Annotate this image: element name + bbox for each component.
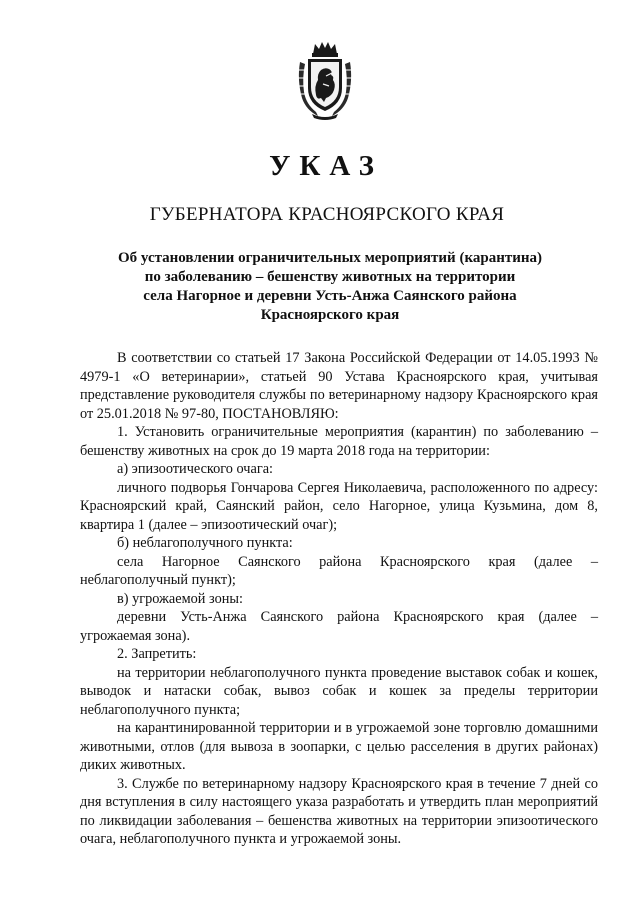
issuing-authority: ГУБЕРНАТОРА КРАСНОЯРСКОГО КРАЯ	[149, 204, 505, 225]
document-type-title: УКАЗ	[269, 150, 383, 182]
document-body	[80, 349, 598, 849]
subject-line: Об установлении ограничительных мероприятий (карантина)	[117, 250, 542, 266]
subclause-c-text: деревни Усть-Анжа Саянского района Красноярского края (далее – угрожаемая зона).	[80, 609, 598, 644]
clause-2-heading: 2. Запретить:	[117, 646, 197, 662]
subclause-a-text: личного подворья Гончарова Сергея Николаевича, расположенного по адресу: Красноярский край, Саянский район, село Нагорное, улица Кузьмина, дом 8, квартира 1 (далее – эпизоотический очаг);	[80, 479, 598, 533]
subclause-c-heading: в) угрожаемой зоны:	[117, 590, 243, 607]
clause-1-paragraph: 1. Установить ограничительные мероприятия (карантин) по заболеванию – бешенству животных на срок до 19 марта 2018 года на территории:	[80, 424, 598, 459]
subject-line: Красноярского края	[260, 307, 400, 323]
subclause-b-heading: б) неблагополучного пункта:	[117, 535, 293, 551]
clause-2-text-2: на карантинированной территории и в угрожаемой зоне торговлю домашними животными, отлов (для вывоза в зоопарки, с целью расселения в других районах) диких животных.	[80, 720, 598, 773]
clause-2-text-1: на территории неблагополучного пункта проведение выставок собак и кошек, выводок и натаски собак, вывоз собак и кошек за пределы территории неблагополучного пункта;	[80, 664, 598, 718]
preamble-paragraph: В соответствии со статьей 17 Закона Российской Федерации от 14.05.1993 № 4979-1 «О ветеринарии», статьей 90 Устава Красноярского края, учитывая представление руководителя службы по ветеринарному надзору Красноярского края от 25.01.2018 № 97-80, ПОСТАНОВЛЯЮ:	[80, 350, 598, 422]
subject-line: села Нагорное и деревни Усть-Анжа Саянского района	[143, 288, 517, 304]
clause-3-paragraph: 3. Службе по ветеринарному надзору Красноярского края в течение 7 дней со дня вступления в силу настоящего указа разработать и утвердить план мероприятий по ликвидации заболевания – бешенства животных на территории эпизоотического очага, неблагополучного пункта и угрожаемой зоны.	[80, 775, 598, 847]
subject-line: по заболеванию – бешенству животных на территории	[144, 269, 516, 285]
document-subject	[80, 249, 580, 325]
krasnoyarsk-krai-coat-of-arms-icon	[296, 40, 354, 120]
subclause-b-text: села Нагорное Саянского района Красноярского края (далее – неблагополучный пункт);	[80, 553, 598, 588]
subclause-a-heading: а) эпизоотического очага:	[117, 461, 274, 477]
